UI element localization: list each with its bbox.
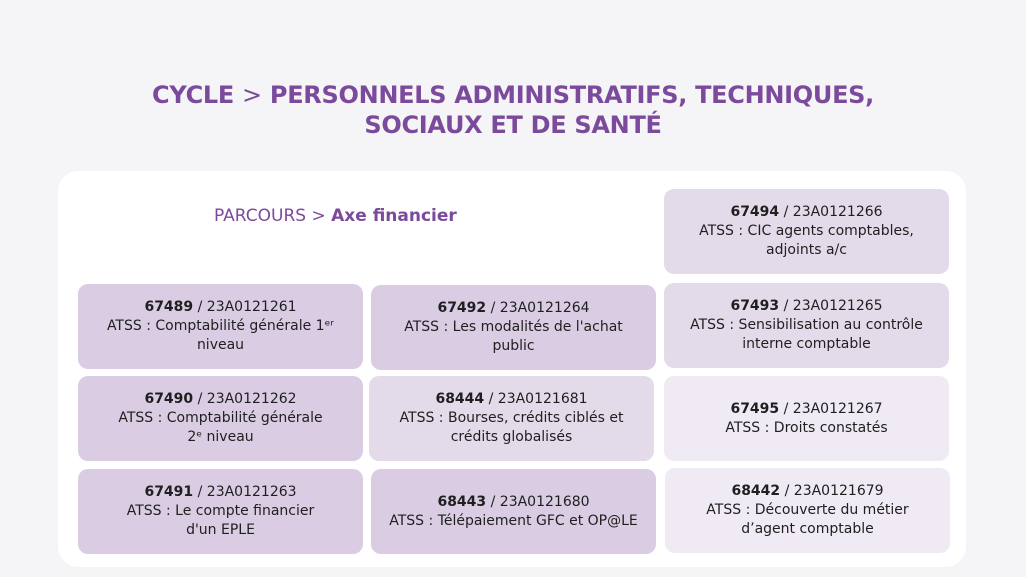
page-title (0, 80, 1026, 140)
title-prefix: CYCLE (152, 81, 234, 109)
course-number: 67494 (730, 204, 780, 220)
course-number: 67490 (144, 391, 194, 407)
title-line1-rest: PERSONNELS ADMINISTRATIFS, TECHNIQUES, (269, 81, 874, 109)
course-card-67493[interactable] (664, 283, 949, 368)
course-title-line-1: ATSS : Les modalités de l'achat (404, 319, 623, 335)
course-title-line-1: ATSS : Le compte financier (126, 503, 315, 519)
course-card-67491[interactable] (78, 469, 363, 554)
course-title-line-1: ATSS : Bourses, crédits ciblés et (399, 410, 624, 426)
course-ref: / 23A0121266 (783, 204, 883, 220)
course-number: 67489 (144, 299, 194, 315)
course-title-line-2: interne comptable (742, 336, 871, 352)
parcours-separator: > (311, 206, 326, 226)
course-ref: / 23A0121264 (490, 300, 590, 316)
course-ref: / 23A0121262 (197, 391, 297, 407)
course-ref: / 23A0121261 (197, 299, 297, 315)
course-number: 67493 (730, 298, 780, 314)
course-card-67489[interactable] (78, 284, 363, 369)
course-number: 67491 (144, 484, 194, 500)
course-ref: / 23A0121681 (488, 391, 588, 407)
course-code (437, 493, 589, 512)
course-code (435, 390, 587, 409)
course-card-67490[interactable] (78, 376, 363, 461)
course-card-67495[interactable] (664, 376, 949, 461)
course-code (730, 203, 882, 222)
course-card-67492[interactable] (371, 285, 656, 370)
course-title-line-1: ATSS : Télépaiement GFC et OP@LE (389, 512, 638, 529)
course-code (144, 483, 296, 502)
course-title-line-1: ATSS : Comptabilité générale (118, 410, 323, 426)
course-title-line-1: ATSS : CIC agents comptables, (699, 223, 914, 239)
course-title-line-1: ATSS : Sensibilisation au contrôle (690, 317, 923, 333)
course-title-line-2: niveau (196, 337, 245, 353)
course-card-68442[interactable] (665, 468, 950, 553)
course-ref: / 23A0121265 (783, 298, 883, 314)
parcours-heading (214, 206, 457, 226)
course-title-line-2: public (492, 338, 535, 354)
course-code (731, 482, 883, 501)
parcours-axis: Axe financier (331, 206, 457, 226)
course-ref: / 23A0121679 (784, 483, 884, 499)
course-code (437, 299, 589, 318)
parcours-label: PARCOURS (214, 206, 307, 226)
course-ref: / 23A0121267 (783, 400, 883, 417)
course-title-line-2: d'un EPLE (186, 522, 255, 538)
course-code (730, 297, 882, 316)
course-card-67494[interactable] (664, 189, 949, 274)
course-title-line-2: crédits globalisés (450, 429, 573, 445)
title-separator: > (242, 81, 262, 109)
course-number: 68442 (731, 483, 781, 499)
course-card-68444[interactable] (369, 376, 654, 461)
course-code (144, 298, 296, 317)
course-number: 68443 (437, 493, 487, 510)
course-number: 67495 (730, 400, 780, 417)
title-line-2: SOCIAUX ET DE SANTÉ (364, 111, 662, 139)
course-title-line-2: adjoints a/c (766, 242, 847, 258)
course-title-line-2: d’agent comptable (741, 521, 874, 537)
course-ref: / 23A0121680 (490, 493, 590, 510)
course-code (730, 400, 882, 419)
course-number: 68444 (435, 391, 485, 407)
title-line-1 (0, 80, 1026, 110)
course-title-line-2: 2ᵉ niveau (187, 429, 254, 445)
course-code (144, 390, 296, 409)
course-title-line-1: ATSS : Découverte du métier (706, 502, 909, 518)
course-ref: / 23A0121263 (197, 484, 297, 500)
course-title-line-1: ATSS : Comptabilité générale 1ᵉʳ (106, 318, 335, 334)
course-card-68443[interactable] (371, 469, 656, 554)
course-title-line-1: ATSS : Droits constatés (725, 419, 888, 436)
course-number: 67492 (437, 300, 487, 316)
